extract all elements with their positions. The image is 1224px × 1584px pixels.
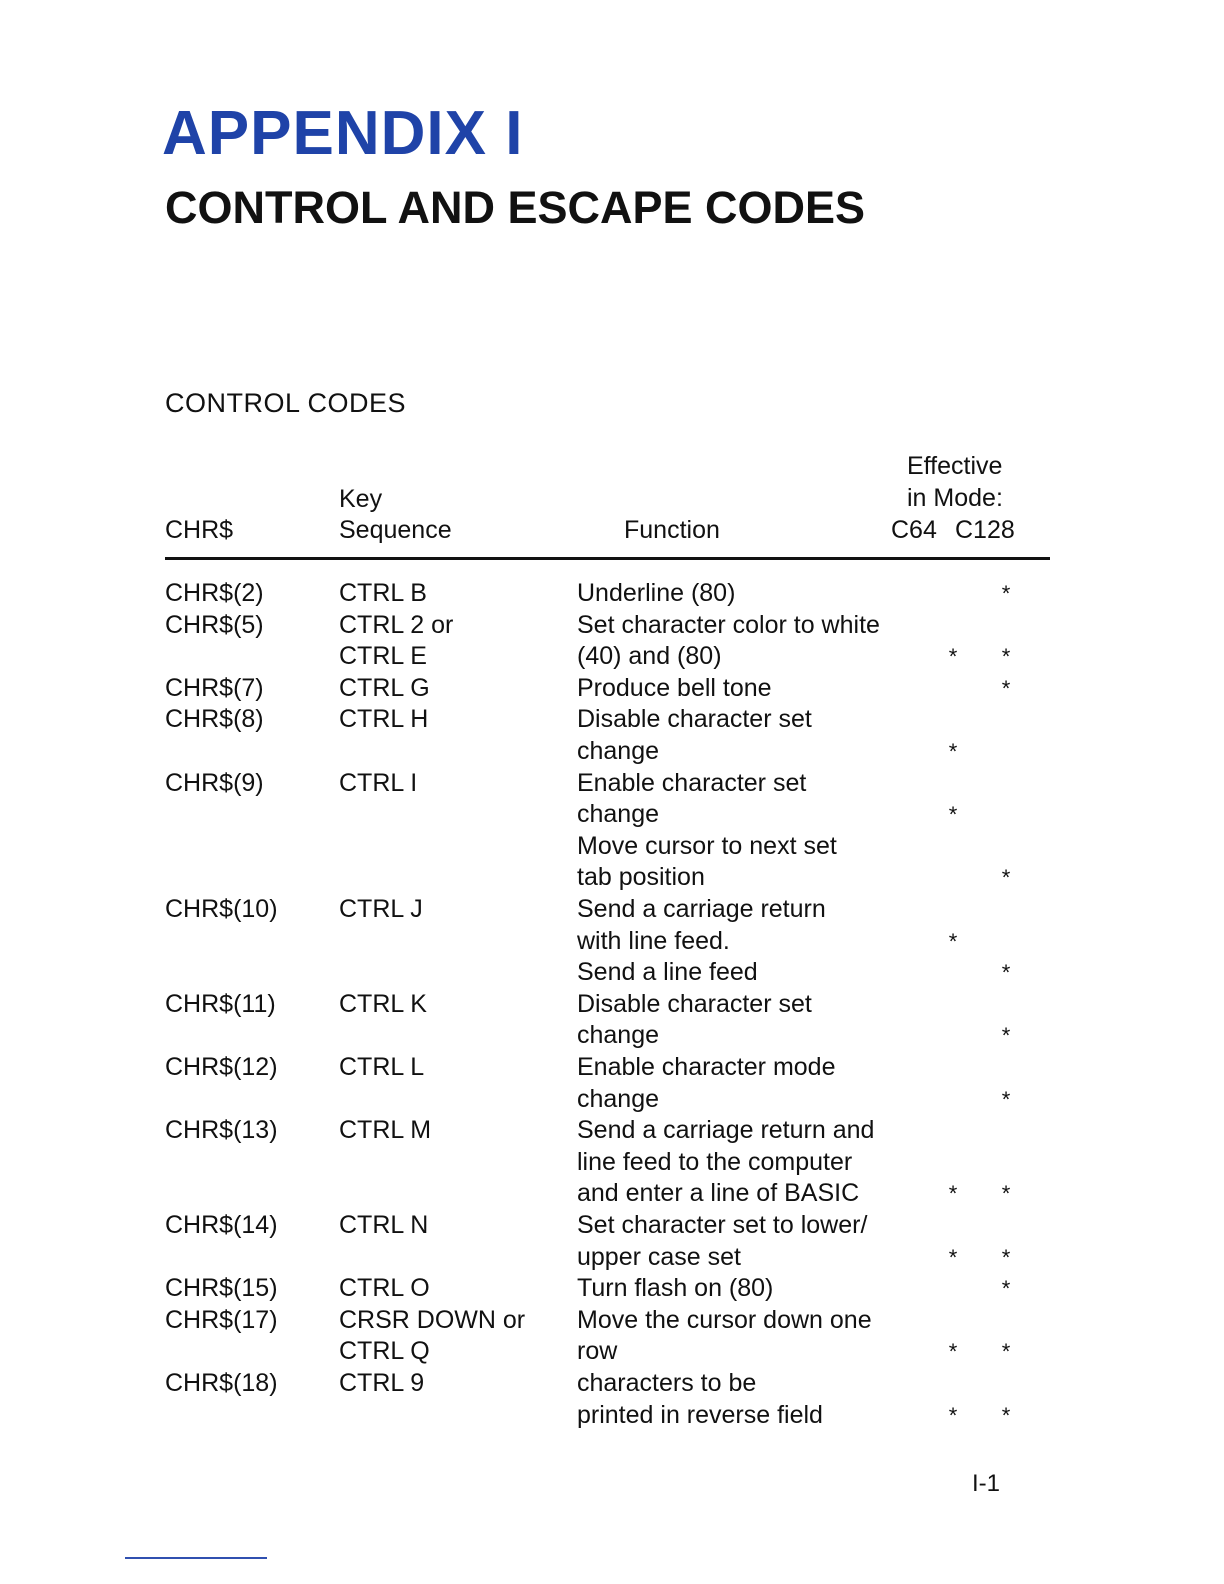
cell-function: change	[577, 1084, 660, 1113]
cell-function: Set character set to lower/	[577, 1211, 868, 1239]
star-mark: *	[948, 1181, 958, 1207]
cell-key-sequence: CTRL 9	[339, 1369, 425, 1397]
page-subtitle: CONTROL AND ESCAPE CODES	[165, 182, 866, 233]
table-row	[0, 1400, 1224, 1432]
star-mark: *	[1001, 1402, 1011, 1428]
header-mode-line2: in Mode:	[907, 484, 1003, 512]
star-mark: *	[948, 1339, 958, 1365]
cell-function: and enter a line of BASIC	[577, 1179, 860, 1208]
star-mark: *	[1001, 1181, 1011, 1207]
table-row	[0, 799, 1224, 831]
table-row	[0, 957, 1224, 989]
table-row	[0, 1178, 1224, 1210]
table-row	[0, 1336, 1224, 1368]
cell-key-sequence: CTRL K	[339, 989, 427, 1018]
cell-chr: CHR$(9)	[165, 768, 264, 797]
table-row	[0, 673, 1224, 705]
header-c128: C128	[955, 516, 1015, 544]
appendix-title: APPENDIX I	[162, 99, 524, 168]
header-rule	[165, 557, 1050, 560]
table-row	[0, 578, 1224, 610]
table-row	[0, 1115, 1224, 1147]
cell-function: upper case set	[577, 1242, 741, 1271]
cell-key-sequence: CTRL O	[339, 1274, 430, 1303]
table-row	[0, 1084, 1224, 1116]
table-row	[0, 831, 1224, 863]
star-mark: *	[1001, 675, 1011, 701]
cell-chr: CHR$(7)	[165, 673, 264, 702]
cell-function: Produce bell tone	[577, 673, 772, 702]
cell-function: Disable character set	[577, 705, 812, 734]
header-key-line1: Key	[339, 485, 383, 513]
header-c64: C64	[891, 516, 937, 544]
star-mark: *	[1001, 644, 1011, 670]
cell-function: Send a carriage return	[577, 895, 826, 923]
star-mark: *	[948, 644, 958, 670]
cell-function: (40) and (80)	[577, 642, 722, 671]
header-key-line2: Sequence	[339, 516, 452, 544]
cell-function: change	[577, 800, 660, 829]
table-row	[0, 862, 1224, 894]
star-mark: *	[1001, 581, 1011, 606]
cell-chr: CHR$(18)	[165, 1369, 278, 1397]
cell-function: Send a carriage return and	[577, 1116, 875, 1145]
cell-chr: CHR$(8)	[165, 705, 264, 734]
cell-function: with line feed.	[577, 926, 730, 955]
cell-function: change	[577, 1021, 660, 1050]
cell-chr: CHR$(13)	[165, 1116, 278, 1145]
star-mark: *	[948, 739, 958, 764]
cell-key-sequence: CTRL M	[339, 1116, 432, 1145]
cell-function: row	[577, 1337, 618, 1366]
star-mark: *	[1001, 1339, 1011, 1365]
table-row	[0, 610, 1224, 642]
cell-function: line feed to the computer	[577, 1147, 853, 1176]
cell-key-sequence: CTRL H	[339, 705, 429, 734]
cell-function: characters to be	[577, 1369, 757, 1397]
cell-chr: CHR$(17)	[165, 1305, 278, 1334]
cell-chr: CHR$(10)	[165, 895, 278, 923]
star-mark: *	[1001, 1244, 1011, 1270]
table-row	[0, 894, 1224, 926]
cell-key-sequence: CTRL 2 or	[339, 610, 454, 639]
cell-chr: CHR$(2)	[165, 579, 264, 607]
table-row	[0, 1020, 1224, 1052]
cell-function: Send a line feed	[577, 958, 758, 987]
cell-key-sequence: CTRL I	[339, 768, 418, 797]
cell-key-sequence: CTRL J	[339, 895, 423, 923]
cell-chr: CHR$(11)	[165, 989, 276, 1018]
star-mark: *	[948, 1244, 958, 1270]
footer-line	[125, 1557, 267, 1559]
cell-chr: CHR$(14)	[165, 1211, 278, 1239]
cell-function: Move cursor to next set	[577, 831, 837, 860]
cell-function: Move the cursor down one	[577, 1305, 872, 1334]
table-row	[0, 1210, 1224, 1242]
cell-function: printed in reverse field	[577, 1400, 823, 1429]
table-row	[0, 641, 1224, 673]
star-mark: *	[1001, 865, 1011, 891]
cell-function: Enable character set	[577, 768, 807, 797]
cell-function: Set character color to white	[577, 610, 880, 639]
cell-key-sequence: CTRL N	[339, 1211, 429, 1239]
star-mark: *	[1001, 960, 1011, 986]
cell-key-sequence: CTRL Q	[339, 1337, 430, 1366]
star-mark: *	[948, 1402, 958, 1428]
cell-key-sequence: CTRL B	[339, 579, 427, 607]
page-number: I-1	[972, 1470, 1001, 1497]
cell-function: tab position	[577, 863, 705, 892]
star-mark: *	[1001, 1023, 1011, 1049]
table-row	[0, 1273, 1224, 1305]
cell-chr: CHR$(5)	[165, 610, 264, 639]
table-row	[0, 926, 1224, 958]
cell-key-sequence: CRSR DOWN or	[339, 1305, 526, 1334]
cell-key-sequence: CTRL L	[339, 1053, 425, 1081]
table-row	[0, 1147, 1224, 1179]
star-mark: *	[1001, 1276, 1011, 1302]
table-row	[0, 1305, 1224, 1337]
star-mark: *	[1001, 1086, 1011, 1112]
star-mark: *	[948, 802, 958, 828]
header-chr: CHR$	[165, 516, 234, 544]
cell-chr: CHR$(12)	[165, 1053, 278, 1081]
cell-key-sequence: CTRL G	[339, 673, 430, 702]
header-mode-line1: Effective	[907, 452, 1003, 480]
cell-function: Underline (80)	[577, 579, 736, 607]
cell-function: Disable character set	[577, 989, 812, 1018]
cell-function: Enable character mode	[577, 1053, 836, 1081]
star-mark: *	[948, 928, 958, 954]
cell-key-sequence: CTRL E	[339, 642, 427, 671]
header-function: Function	[624, 516, 720, 544]
table-row	[0, 768, 1224, 800]
cell-function: change	[577, 737, 660, 765]
table-row	[0, 736, 1224, 768]
table-row	[0, 704, 1224, 736]
section-heading: CONTROL CODES	[165, 388, 407, 418]
table-row	[0, 1052, 1224, 1084]
cell-function: Turn flash on (80)	[577, 1274, 774, 1303]
cell-chr: CHR$(15)	[165, 1274, 278, 1303]
table-row	[0, 1242, 1224, 1274]
table-row	[0, 989, 1224, 1021]
table-row	[0, 1368, 1224, 1400]
